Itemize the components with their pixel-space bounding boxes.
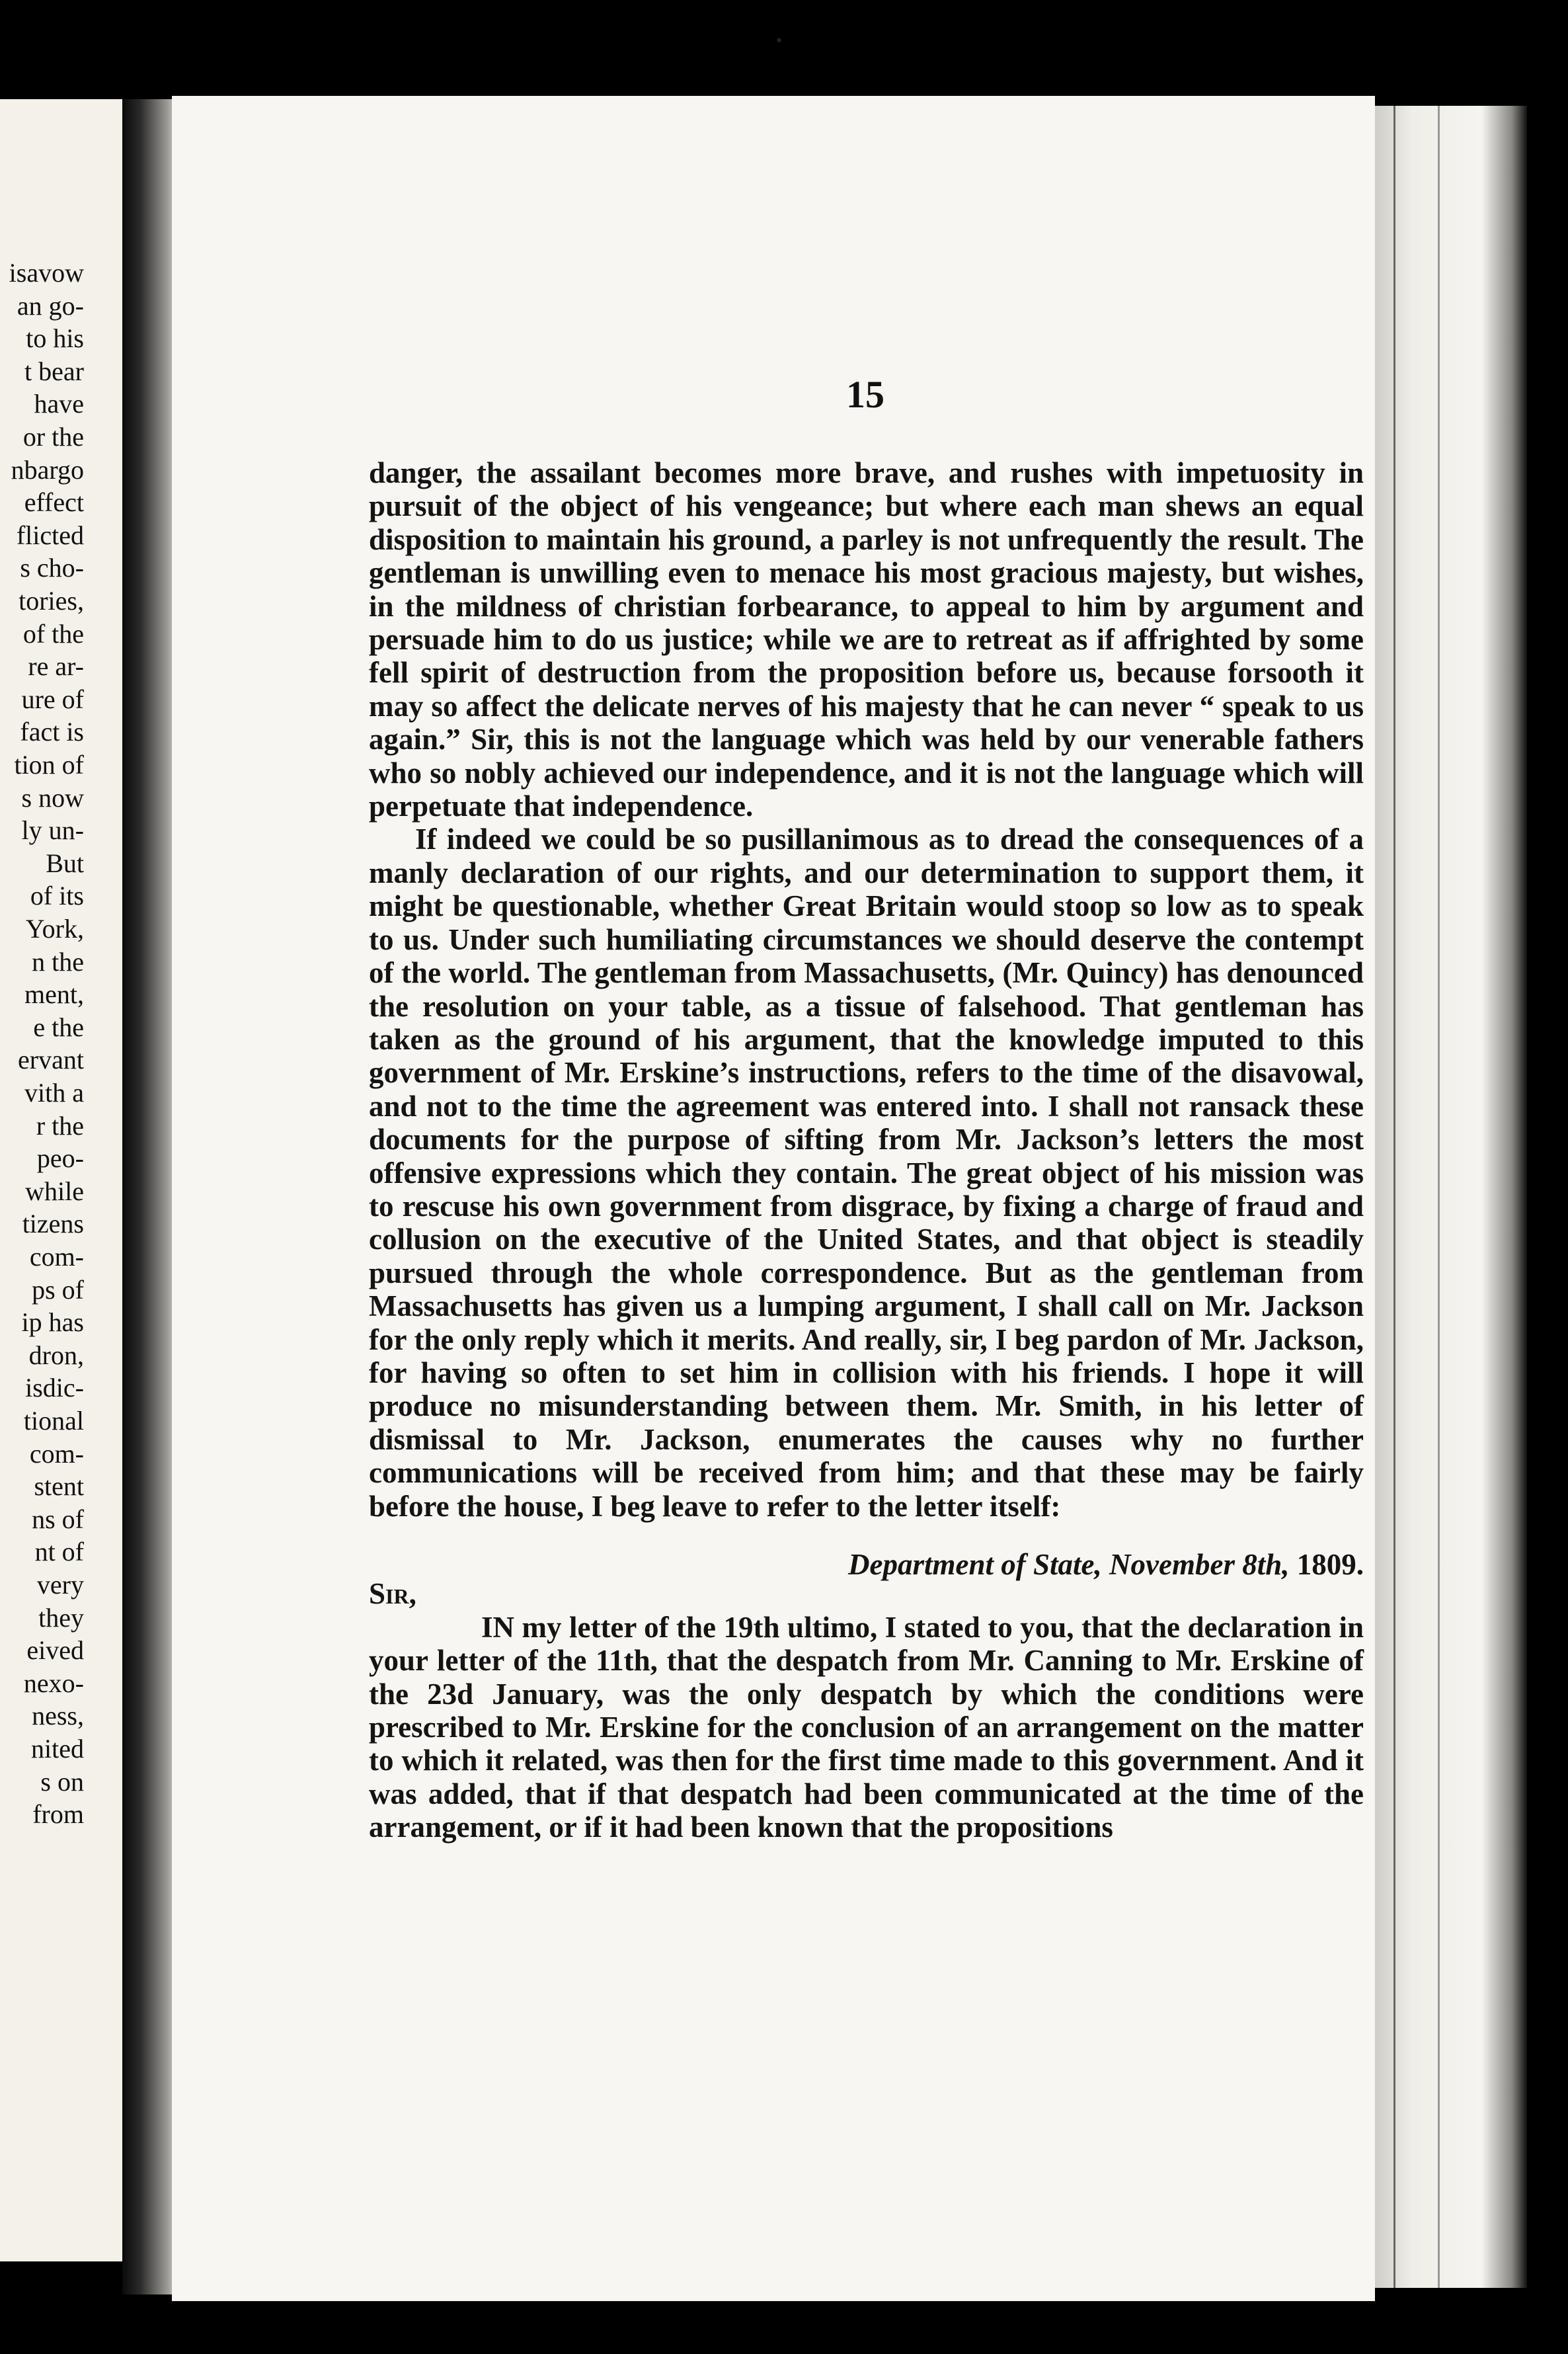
edge-line bbox=[1438, 106, 1440, 2288]
facing-page-fragment: of the bbox=[22, 618, 84, 649]
letter-salutation: Sir, bbox=[369, 1577, 416, 1611]
speck-mark: • bbox=[775, 33, 783, 50]
facing-page-fragment: ure of bbox=[21, 684, 84, 714]
facing-page-fragment: while bbox=[25, 1176, 84, 1206]
facing-page-fragment: York, bbox=[25, 914, 84, 944]
facing-page-fragment: flicted bbox=[16, 520, 84, 550]
book-page bbox=[172, 96, 1375, 2301]
facing-page-fragment: n the bbox=[32, 946, 84, 977]
facing-page-fragment: or the bbox=[22, 422, 84, 452]
facing-page-fragment: nt of bbox=[34, 1537, 84, 1567]
page-body bbox=[369, 456, 1364, 1844]
facing-page-fragment: an go- bbox=[17, 290, 84, 321]
facing-page-fragment: s on bbox=[40, 1766, 84, 1797]
facing-page-fragment: very bbox=[36, 1570, 84, 1600]
facing-page-fragment: ps of bbox=[32, 1274, 84, 1305]
facing-page-fragment: e the bbox=[33, 1012, 84, 1042]
facing-page-fragment: tizens bbox=[22, 1209, 84, 1239]
facing-page-fragment: have bbox=[34, 389, 84, 419]
facing-page-fragment: tion of bbox=[14, 750, 84, 780]
facing-page-fragment: ly un- bbox=[21, 815, 84, 846]
facing-page-fragment: com- bbox=[29, 1242, 84, 1272]
facing-page-fragment: tories, bbox=[19, 586, 84, 616]
facing-page-fragment: from bbox=[32, 1799, 84, 1830]
facing-page-fragment: re ar- bbox=[28, 651, 84, 682]
facing-page-fragment: ip has bbox=[21, 1307, 84, 1338]
facing-page-fragment: ervant bbox=[18, 1045, 84, 1075]
facing-page-fragment: they bbox=[38, 1602, 84, 1633]
facing-page-fragment: tional bbox=[23, 1406, 84, 1436]
facing-page-fragment: of its bbox=[30, 881, 84, 911]
paragraph-continued: danger, the assailant becomes more brave, and rushes with impetuosity in pursuit of the object of his vengeance; but where each man shews an equal disposition to maintain his ground, a parley is not unfrequently the result. The gentleman is unwilling even to menace his most gracious majesty, but wishes, in the mildness of christian forbearance, to appeal to him by argument and persuade him to do us justice; while we are to retreat as if affrighted by some fell spirit of destruction from the proposition before us, because forsooth it may so affect the delicate nerves of his majesty that he can never “ speak to us again.” Sir, this is not the language which was held by our venerable fathers who so nobly achieved our independence, and it is not the language which will perpetuate that independence. bbox=[369, 456, 1364, 823]
edge-line bbox=[1393, 106, 1395, 2288]
facing-page-fragment: stent bbox=[34, 1471, 84, 1502]
letter-body: IN my letter of the 19th ultimo, I stated to you, that the declaration in your letter of the 11th, that the despatch from Mr. Canning to Mr. Erskine of the 23d January, was the only despatch by which the conditions were prescribed to Mr. Erskine for the conclusion of an arrangement on the matter to which it related, was then for the first time made to this government. And it was added, that if that despatch had been communicated at the time of the arrangement, or if it had been known that the propositions bbox=[369, 1610, 1364, 1844]
facing-page-fragment: isdic- bbox=[25, 1373, 84, 1403]
letter-heading bbox=[369, 1548, 1364, 1581]
facing-page-fragment: ness, bbox=[32, 1701, 84, 1731]
facing-page-fragment: eived bbox=[26, 1635, 84, 1666]
letter-year: 1809. bbox=[1296, 1548, 1364, 1581]
facing-page-fragment: com- bbox=[29, 1438, 84, 1469]
facing-page-fragment: s now bbox=[21, 782, 84, 813]
facing-page-fragment: vith a bbox=[24, 1078, 84, 1108]
facing-page-fragment: ment, bbox=[24, 979, 84, 1010]
facing-page-fragment: fact is bbox=[20, 717, 84, 747]
facing-page-fragment: t bear bbox=[24, 356, 84, 386]
facing-page-fragment: peo- bbox=[36, 1143, 84, 1174]
page-edge bbox=[1375, 106, 1527, 2288]
facing-page bbox=[0, 99, 122, 2261]
facing-page-fragment: s cho- bbox=[20, 553, 84, 583]
page-number: 15 bbox=[846, 373, 884, 416]
facing-page-fragment: nexo- bbox=[23, 1668, 84, 1698]
paragraph: If indeed we could be so pusillanimous as to dread the consequences of a manly declaration of our rights, and our determination to support them, it might be questionable, whether Great Britain would stoop so low as to speak to us. Under such humiliating circumstances we should deserve the contempt of the world. The gentleman from Massachusetts, (Mr. Quincy) has denounced the resolution on your table, as a tissue of falsehood. That gentleman has taken as the ground of his argument, that the knowledge imputed to this government of Mr. Erskine’s instructions, refers to the time of the disavowal, and not to the time the agreement was entered into. I shall not ransack these documents for the purpose of sifting from Mr. Jackson’s letters the most offensive expressions which they contain. The great object of his mission was to rescuse his own government from disgrace, by fixing a charge of fraud and collusion on the executive of the United States, and that object is steadily pursued through the whole correspondence. But as the gentleman from Massachusetts has given us a lumping argument, I shall call on Mr. Jackson for the only reply which it merits. And really, sir, I beg pardon of Mr. Jackson, for having so often to set him in collision with his friends. I hope it will produce no misunderstanding between them. Mr. Smith, in his letter of dismissal to Mr. Jackson, enumerates the causes why no further communications will be received from him; and that these may be fairly before the house, I beg leave to refer to the letter itself: bbox=[369, 823, 1364, 1523]
facing-page-fragment: to his bbox=[26, 323, 84, 354]
facing-page-fragment: nbargo bbox=[11, 454, 84, 485]
facing-page-fragment: effect bbox=[24, 487, 84, 518]
facing-page-fragment: nited bbox=[31, 1734, 84, 1764]
facing-page-fragment: isavow bbox=[9, 258, 84, 288]
facing-page-fragment: ns of bbox=[32, 1504, 84, 1534]
letter-heading-text: Department of State, November 8th, bbox=[848, 1548, 1290, 1581]
facing-page-fragment: r the bbox=[36, 1110, 84, 1141]
facing-page-fragment: dron, bbox=[28, 1340, 84, 1370]
facing-page-fragment: But bbox=[46, 848, 84, 878]
